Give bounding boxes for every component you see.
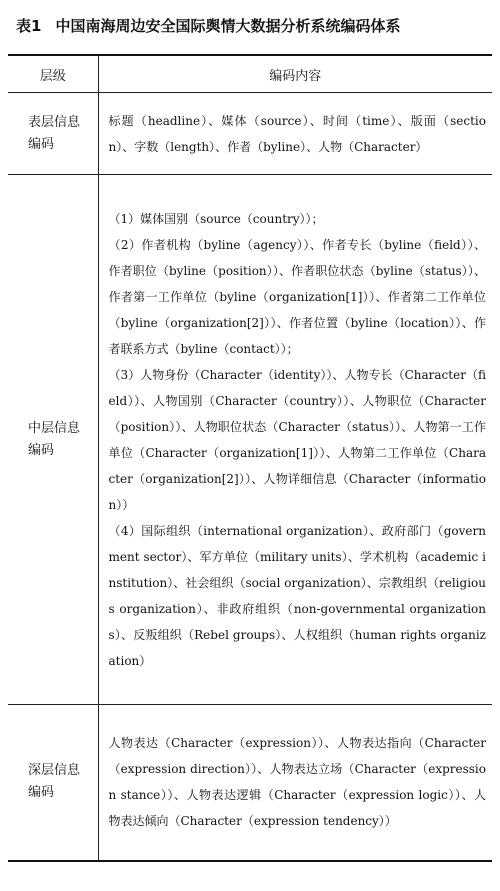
middle-group-2: （2）作者机构（byline（agency））、作者专长（byline（field））、作者职位（byline（position））、作者职位状态（byline（status））、作者第一工作单位（byline（organization[1]））、作者第二工作单位（byline（organization[2]））、作者位置（byline（location））、作者联系方式（byline（contact））； (108, 237, 486, 356)
level-cell-middle (8, 175, 98, 705)
level-label-line1: 深层信息 (28, 763, 81, 779)
level-label-line2: 编码 (28, 442, 55, 458)
table-header-row (8, 55, 492, 93)
header-content: 编码内容 (98, 55, 492, 93)
level-label-line2: 编码 (28, 785, 55, 801)
level-label-line1: 表层信息 (28, 114, 81, 130)
level-cell-deep (8, 705, 98, 861)
surface-coding-content: 标题（headline）、媒体（source）、时间（time）、版面（section）、字数（length）、作者（byline）、人物（Character） (108, 113, 486, 154)
content-cell-middle (98, 175, 492, 705)
content-cell-deep (98, 705, 492, 861)
table-title (16, 16, 492, 36)
table-title-text: 中国南海周边安全国际舆情大数据分析系统编码体系 (55, 17, 401, 35)
middle-group-3: （3）人物身份（Character（identity））、人物专长（Character（field））、人物国别（Character（country））、人物职位（Character（position））、人物职位状态（Character（status））、人物第一工作单位（Character（organization[1]））、人物第二工作单位（Character（organization[2]））、人物详细信息（Character（information）） (108, 367, 486, 512)
table-row-middle (8, 175, 492, 705)
content-cell-surface (98, 93, 492, 175)
header-level: 层级 (8, 55, 98, 93)
table-row-surface (8, 93, 492, 175)
deep-coding-content: 人物表达（Character（expression））、人物表达指向（Character（expression direction））、人物表达立场（Character（expression stance））、人物表达逻辑（Character（expression logic））、人物表达倾向（Character（expression tendency）） (108, 736, 486, 829)
level-label-line2: 编码 (28, 136, 55, 152)
level-label-line1: 中层信息 (28, 420, 81, 436)
middle-group-4: （4）国际组织（international organization）、政府部门（government sector）、军方单位（military units）、学术机构（academic institution）、社会组织（social organization）、宗教组织（religious organization）、非政府组织（non-governmental organizations）、反叛组织（Rebel groups）、人权组织（human rights organization） (108, 523, 486, 668)
coding-system-table (8, 54, 492, 862)
table-number: 表1 (16, 17, 42, 35)
level-cell-surface (8, 93, 98, 175)
table-row-deep (8, 705, 492, 861)
middle-group-1: （1）媒体国别（source（country））； (108, 211, 324, 226)
